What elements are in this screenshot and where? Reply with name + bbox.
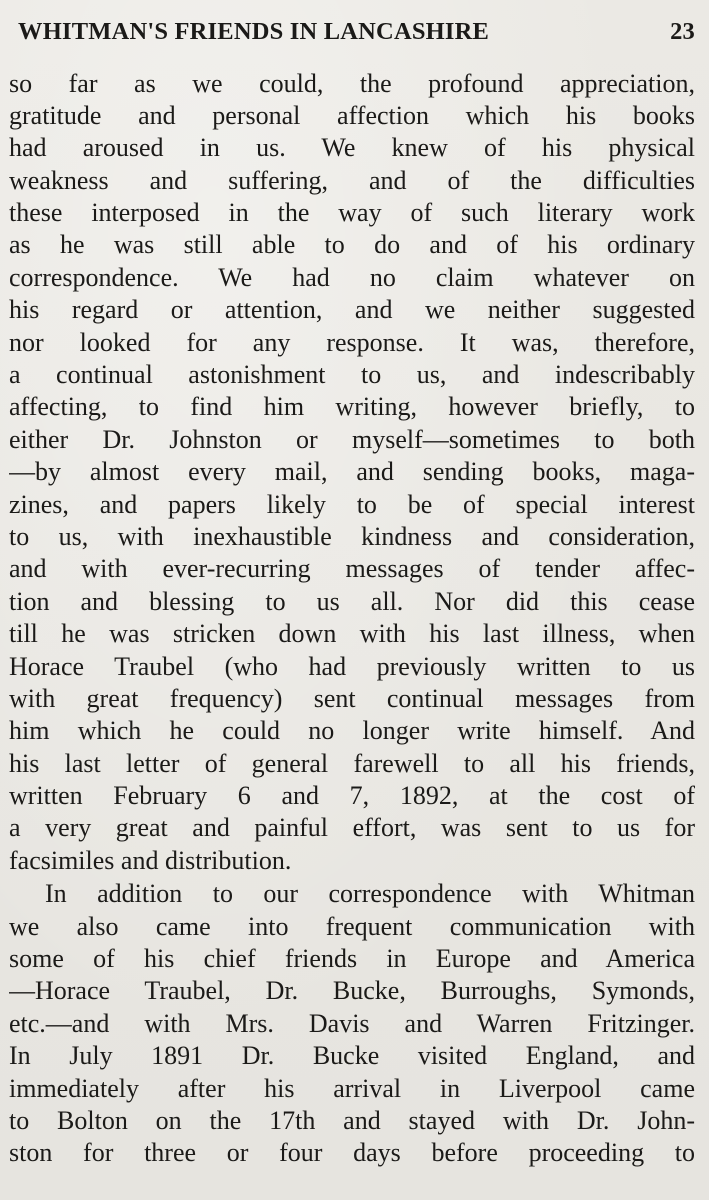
text-line: as he was still able to do and of his ordinary: [9, 230, 695, 260]
text-line: these interposed in the way of such literary work: [9, 198, 695, 228]
text-line: immediately after his arrival in Liverpool came: [9, 1073, 695, 1103]
text-line: In July 1891 Dr. Bucke visited England, and: [9, 1041, 695, 1071]
text-line: either Dr. Johnston or myself—sometimes to both: [9, 424, 695, 454]
text-line: nor looked for any response. It was, therefore,: [9, 327, 695, 357]
text-line: till he was stricken down with his last illness, when: [9, 619, 695, 649]
text-line: to Bolton on the 17th and stayed with Dr. John-: [9, 1106, 695, 1135]
text-line: In addition to our correspondence with Whitman: [45, 879, 695, 909]
text-line: correspondence. We had no claim whatever on: [9, 262, 695, 292]
text-line: ston for three or four days before proceeding to: [9, 1138, 695, 1168]
text-line: affecting, to find him writing, however briefly, to: [9, 392, 695, 422]
text-line: a continual astonishment to us, and indescribably: [9, 360, 695, 390]
text-line: —Horace Traubel, Dr. Bucke, Burroughs, Symonds,: [9, 976, 695, 1006]
text-line: him which he could no longer write himself. And: [9, 716, 695, 746]
text-line: so far as we could, the profound appreciation,: [9, 68, 695, 98]
text-line: some of his chief friends in Europe and America: [9, 944, 695, 974]
text-line: etc.—and with Mrs. Davis and Warren Fritzinger.: [9, 1008, 695, 1038]
text-line: Horace Traubel (who had previously written to us: [9, 651, 695, 681]
text-line: and with ever-recurring messages of tender affec-: [9, 554, 695, 584]
page-number: 23: [670, 18, 695, 45]
paragraph-2: [9, 878, 695, 1170]
text-line: his last letter of general farewell to all his friends,: [9, 748, 695, 778]
text-line: facsimiles and distribution.: [9, 845, 292, 875]
text-line: with great frequency) sent continual messages from: [9, 683, 695, 713]
text-line: had aroused in us. We knew of his physical: [9, 133, 695, 163]
text-line: written February 6 and 7, 1892, at the cost of: [9, 781, 695, 811]
text-line: we also came into frequent communication with: [9, 911, 695, 941]
text-line: his regard or attention, and we neither suggested: [9, 295, 695, 325]
text-line: —by almost every mail, and sending books, maga-: [9, 457, 695, 487]
paragraph-1: [9, 68, 695, 878]
body-text: [9, 68, 695, 1170]
text-line: tion and blessing to us all. Nor did this cease: [9, 586, 695, 616]
text-line: weakness and suffering, and of the difficulties: [9, 165, 695, 195]
text-line: a very great and painful effort, was sent to us for: [9, 813, 695, 843]
running-head-title: WHITMAN'S FRIENDS IN LANCASHIRE: [18, 18, 490, 45]
running-head: [18, 20, 695, 45]
text-line: zines, and papers likely to be of special interest: [9, 489, 695, 519]
text-line: to us, with inexhaustible kindness and consideration,: [9, 521, 695, 551]
text-line: gratitude and personal affection which his books: [9, 100, 695, 130]
